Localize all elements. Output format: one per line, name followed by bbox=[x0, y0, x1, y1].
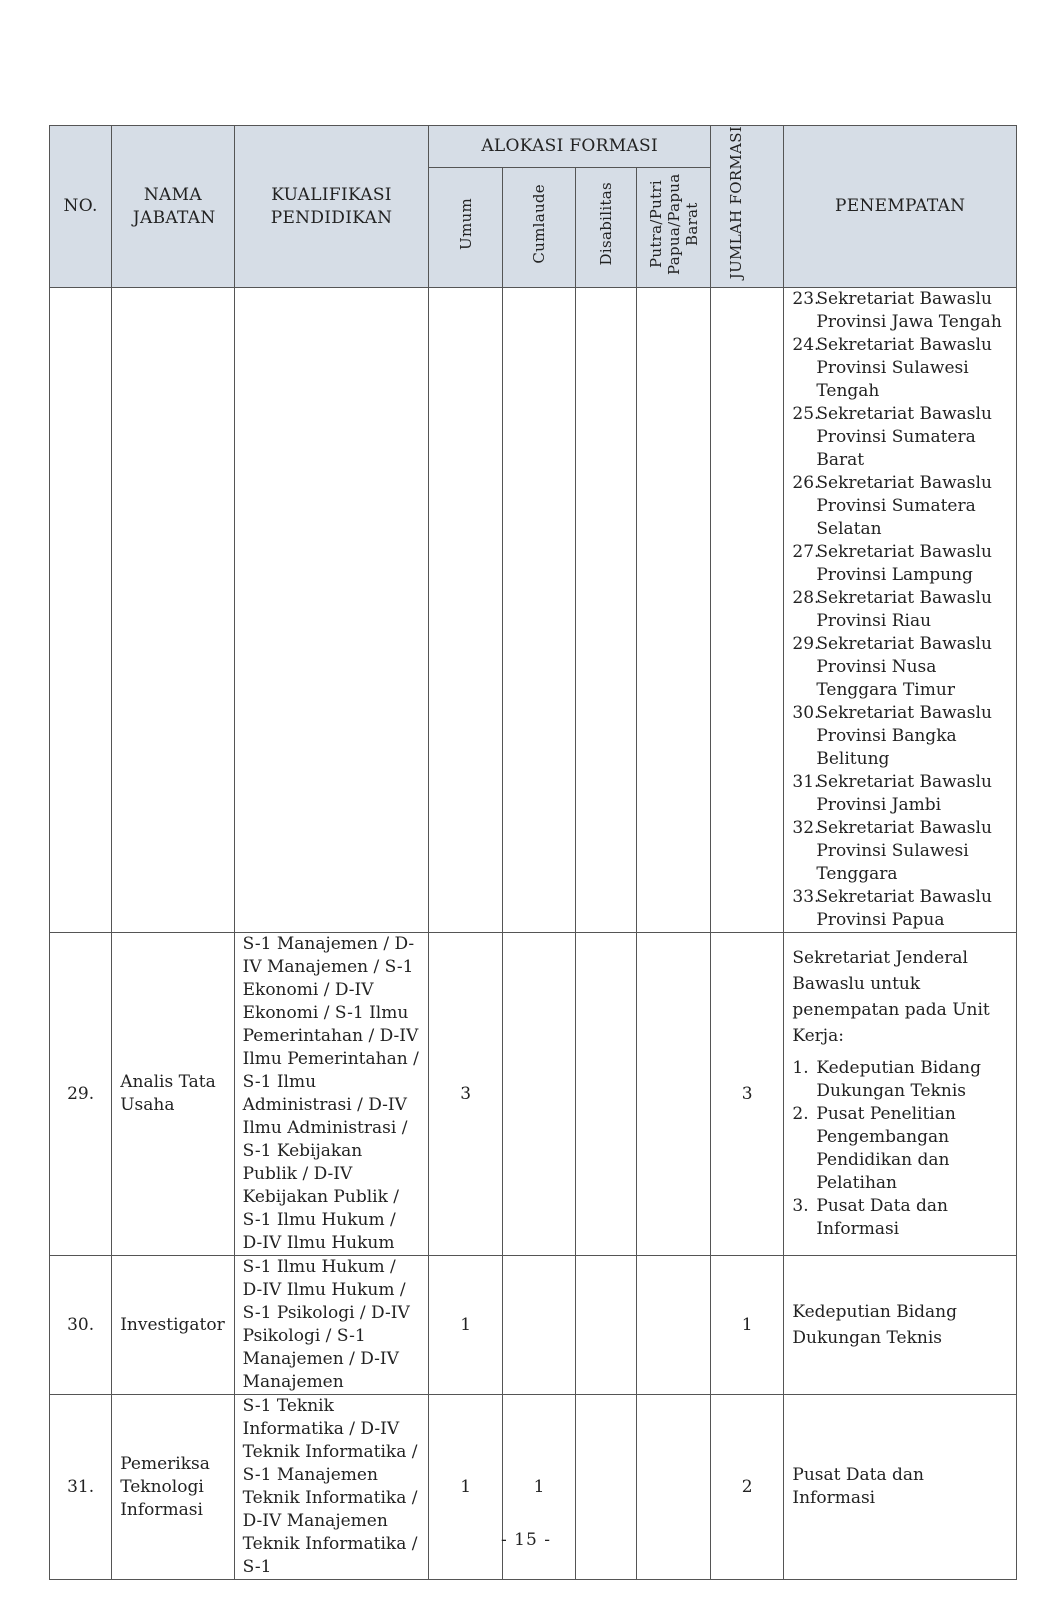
formasi-table bbox=[49, 125, 1017, 1580]
row-kualifikasi: S-1 Ilmu Hukum / D-IV Ilmu Hukum / S-1 Psikologi / D-IV Psikologi / S-1 Manajemen / D-IV Manajemen bbox=[234, 1256, 429, 1395]
row-penempatan: Kedeputian Bidang Dukungan Teknis bbox=[784, 1256, 1017, 1395]
list-item: 31. Sekretariat Bawaslu Provinsi Jambi bbox=[792, 772, 992, 815]
row-jumlah: 1 bbox=[710, 1256, 783, 1395]
row-disabilitas bbox=[576, 1256, 637, 1395]
header-umum: Umum bbox=[429, 168, 502, 288]
list-item: 26. Sekretariat Bawaslu Provinsi Sumatera Selatan bbox=[792, 473, 992, 539]
list-item: 28. Sekretariat Bawaslu Provinsi Riau bbox=[792, 588, 992, 631]
header-disabilitas: Disabilitas bbox=[576, 168, 637, 288]
row-nama-jabatan: Investigator bbox=[112, 1256, 234, 1395]
row-no: 31. bbox=[50, 1395, 112, 1580]
row-cumlaude: 1 bbox=[502, 1395, 575, 1580]
header-penempatan: PENEMPATAN bbox=[784, 126, 1017, 288]
row-no: 29. bbox=[50, 933, 112, 1256]
row-no: 30. bbox=[50, 1256, 112, 1395]
continued-penempatan bbox=[784, 288, 1017, 933]
list-item: 1. Kedeputian Bidang Dukungan Teknis bbox=[792, 1058, 981, 1101]
list-item: 32. Sekretariat Bawaslu Provinsi Sulawesi Tenggara bbox=[792, 818, 992, 884]
row-cumlaude bbox=[502, 1256, 575, 1395]
row-kualifikasi: S-1 Manajemen / D-IV Manajemen / S-1 Ekonomi / D-IV Ekonomi / S-1 Ilmu Pemerintahan / D-IV Ilmu Pemerintahan / S-1 Ilmu Administrasi / D-IV Ilmu Administrasi / S-1 Kebijakan Publik / D-IV Kebijakan Publik / S-1 Ilmu Hukum / D-IV Ilmu Hukum bbox=[234, 933, 429, 1256]
row-disabilitas bbox=[576, 1395, 637, 1580]
row-umum: 1 bbox=[429, 1256, 502, 1395]
row-papua bbox=[637, 1256, 710, 1395]
row-nama-jabatan: Analis Tata Usaha bbox=[112, 933, 234, 1256]
list-item: 25. Sekretariat Bawaslu Provinsi Sumatera Barat bbox=[792, 404, 992, 470]
list-item: 30. Sekretariat Bawaslu Provinsi Bangka Belitung bbox=[792, 703, 992, 769]
list-item: 3. Pusat Data dan Informasi bbox=[792, 1196, 948, 1239]
row-kualifikasi: S-1 Teknik Informatika / D-IV Teknik Informatika / S-1 Manajemen Teknik Informatika / D-IV Manajemen Teknik Informatika / S-1 bbox=[234, 1395, 429, 1580]
list-item: 27. Sekretariat Bawaslu Provinsi Lampung bbox=[792, 542, 992, 585]
table-row bbox=[50, 1256, 1017, 1395]
list-item: 23. Sekretariat Bawaslu Provinsi Jawa Tengah bbox=[792, 289, 1002, 332]
table-row bbox=[50, 1395, 1017, 1580]
row-jumlah: 3 bbox=[710, 933, 783, 1256]
row-penempatan bbox=[784, 933, 1017, 1256]
header-jumlah: JUMLAH FORMASI bbox=[710, 126, 783, 288]
location-list bbox=[784, 288, 1016, 932]
list-item: 24. Sekretariat Bawaslu Provinsi Sulawesi Tengah bbox=[792, 335, 992, 401]
header-no: NO. bbox=[50, 126, 112, 288]
row-nama-jabatan: Pemeriksa Teknologi Informasi bbox=[112, 1395, 234, 1580]
list-item: 2. Pusat Penelitian Pengembangan Pendidikan dan Pelatihan bbox=[792, 1104, 956, 1193]
table-row bbox=[50, 933, 1017, 1256]
row-umum: 3 bbox=[429, 933, 502, 1256]
row-disabilitas bbox=[576, 933, 637, 1256]
header-nama-jabatan: NAMA JABATAN bbox=[112, 126, 234, 288]
row-papua bbox=[637, 933, 710, 1256]
row-umum: 1 bbox=[429, 1395, 502, 1580]
penempatan-intro: Sekretariat Jenderal Bawaslu untuk penempatan pada Unit Kerja: bbox=[792, 948, 990, 1046]
row-papua bbox=[637, 1395, 710, 1580]
row-jumlah: 2 bbox=[710, 1395, 783, 1580]
list-item: 29. Sekretariat Bawaslu Provinsi Nusa Tenggara Timur bbox=[792, 634, 992, 700]
header-putra-putri: Putra/Putri Papua/Papua Barat bbox=[637, 168, 710, 288]
page-number: - 15 - bbox=[501, 1530, 551, 1550]
table-row-continued bbox=[50, 288, 1017, 933]
header-cumlaude: Cumlaude bbox=[502, 168, 575, 288]
list-item: 33. Sekretariat Bawaslu Provinsi Papua bbox=[792, 887, 992, 930]
header-alokasi: ALOKASI FORMASI bbox=[429, 126, 711, 168]
row-penempatan: Pusat Data dan Informasi bbox=[784, 1395, 1017, 1580]
header-kualifikasi: KUALIFIKASI PENDIDIKAN bbox=[234, 126, 429, 288]
unit-list bbox=[792, 1057, 1008, 1241]
row-cumlaude bbox=[502, 933, 575, 1256]
